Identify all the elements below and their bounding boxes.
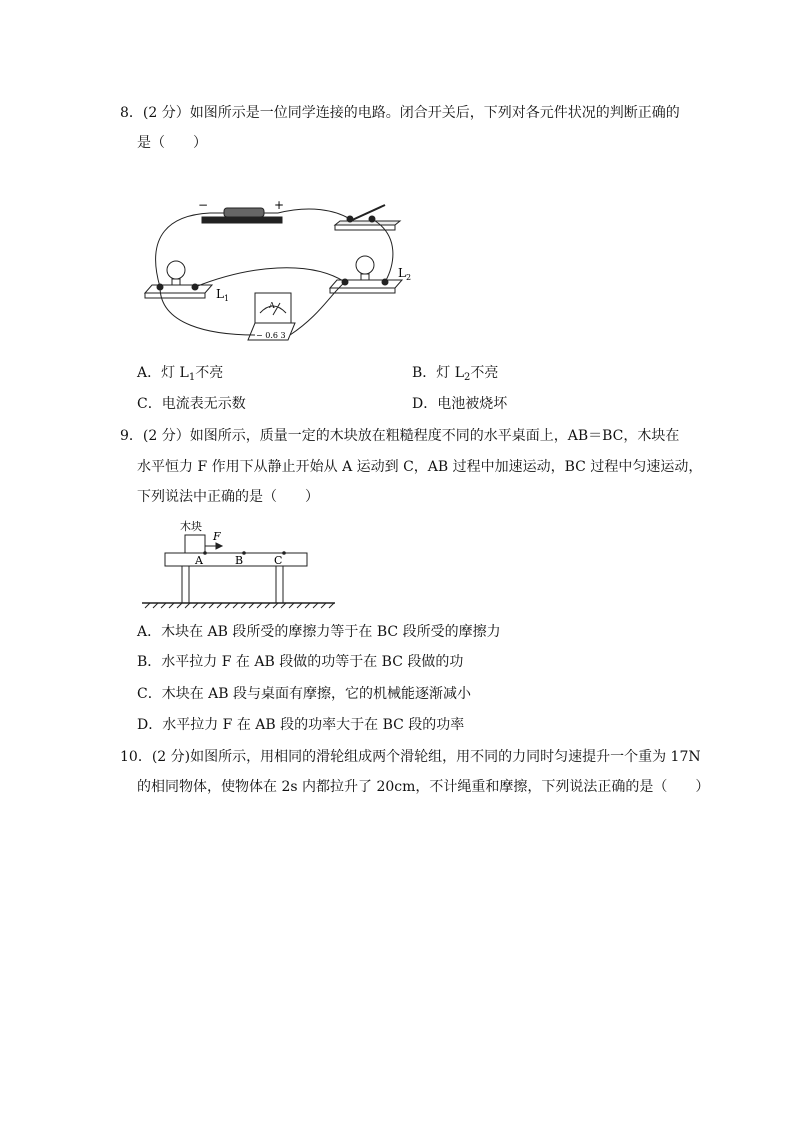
wire	[278, 209, 350, 219]
q8-option-b: B．灯 $L_2$不亮	[412, 365, 499, 383]
q9-stem-line2: 水平恒力 F 作用下从静止开始从 A 运动到 C，AB 过程中加速运动，BC 过程中匀速运动，	[137, 459, 703, 475]
lamp-l1-bulb	[167, 261, 185, 279]
q9-option-a: A．木块在 AB 段所受的摩擦力等于在 BC 段所受的摩擦力	[137, 624, 501, 640]
battery-cell	[224, 208, 264, 217]
table-leg-right	[276, 566, 283, 603]
block-label: 木块	[180, 520, 202, 533]
lamp-l2-base	[330, 280, 402, 288]
point-b-label: B	[235, 554, 244, 567]
point-a-label: A	[195, 554, 203, 567]
q10-stem-line1: 10．(2 分)如图所示，用相同的滑轮组成两个滑轮组，用不同的力同时匀速提升一个重为 17N	[120, 749, 701, 765]
q8-stem-line1: 8．(2 分）如图所示是一位同学连接的电路。闭合开关后，下列对各元件状况的判断正确的	[120, 105, 680, 121]
battery-plus-label: +	[274, 198, 285, 212]
ammeter-scale: − 0.6 3	[256, 331, 286, 340]
l2-label: $L_2$	[398, 266, 412, 282]
wire	[195, 268, 345, 287]
q9-table-figure	[140, 515, 340, 610]
wire	[290, 282, 345, 335]
q10-stem-line2: 的相同物体，使物体在 2s 内都拉升了 20cm，不计绳重和摩擦，下列说法正确的是（ ）	[137, 779, 710, 795]
l1-label: $L_1$	[216, 287, 230, 303]
q8-circuit-figure	[140, 195, 420, 355]
q8-option-d: D．电池被烧坏	[412, 396, 508, 412]
lamp-l2-bulb	[356, 256, 374, 274]
q8-option-a: A．灯 $L_1$不亮	[137, 365, 224, 383]
ammeter-label: A	[269, 301, 275, 310]
force-label: F	[213, 530, 221, 543]
q8-stem-line2: 是（ ）	[137, 135, 207, 151]
point-c-label: C	[274, 554, 283, 567]
wooden-block	[185, 535, 205, 553]
switch-base	[335, 221, 400, 225]
q8-option-c: C．电流表无示数	[137, 396, 246, 412]
battery-base	[202, 217, 282, 223]
q9-stem-line1: 9．(2 分）如图所示，质量一定的木块放在粗糙程度不同的水平桌面上，AB＝BC，木块在	[120, 428, 680, 444]
lamp-l1-base	[145, 285, 212, 293]
battery-minus-label: −	[198, 198, 209, 212]
q9-option-d: D．水平拉力 F 在 AB 段的功率大于在 BC 段的功率	[137, 717, 465, 733]
q9-option-c: C．木块在 AB 段与桌面有摩擦，它的机械能逐渐减小	[137, 686, 472, 702]
q9-stem-line3: 下列说法中正确的是（ ）	[137, 489, 319, 505]
table-leg-left	[182, 566, 189, 603]
q9-option-b: B．水平拉力 F 在 AB 段做的功等于在 BC 段做的功	[137, 654, 464, 670]
